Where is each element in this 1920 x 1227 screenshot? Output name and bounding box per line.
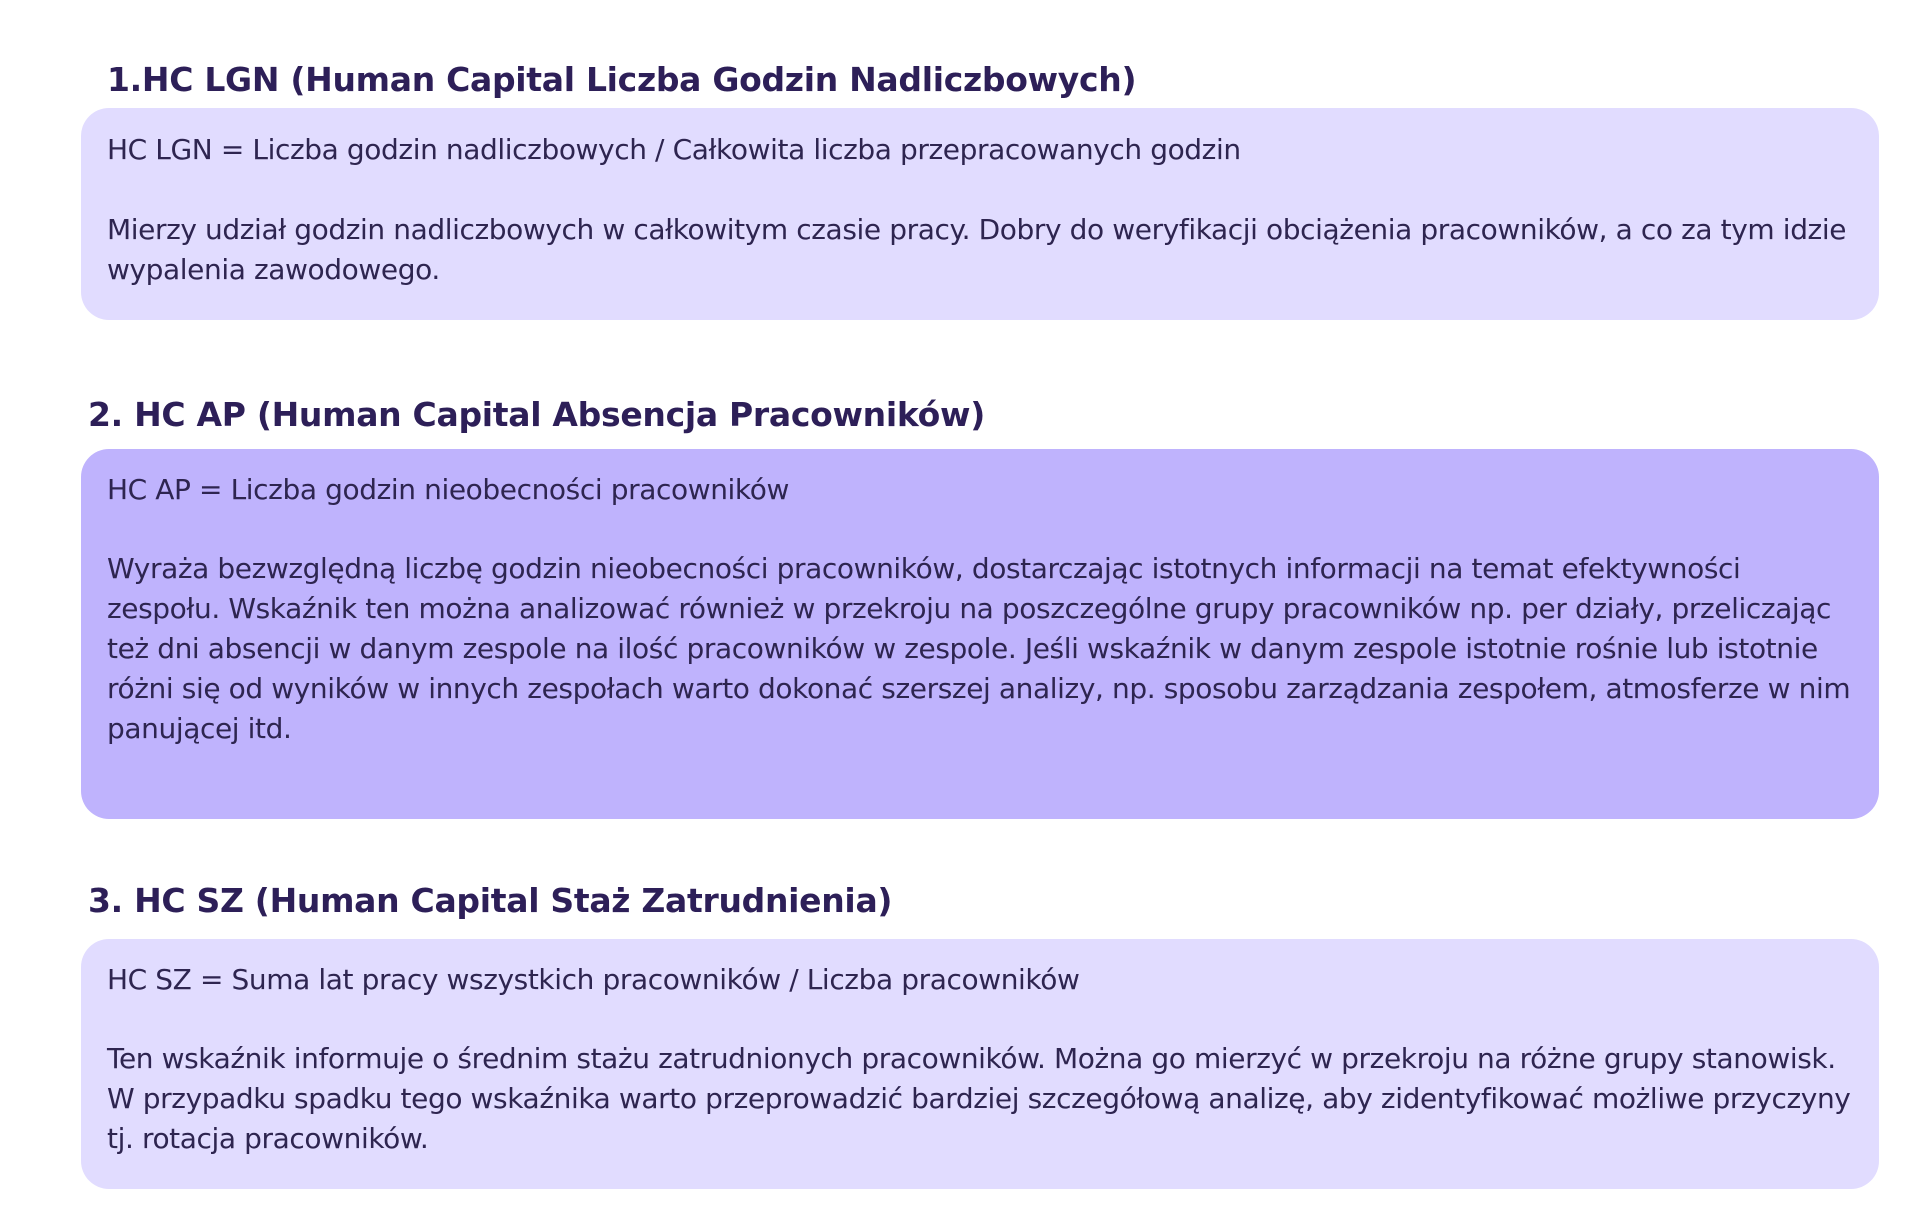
description-hc-ap: Wyraża bezwzględną liczbę godzin nieobecności pracowników, dostarczając istotnych informacji na temat efektywności zespołu. Wskaźnik ten można analizować również w przekroju na poszczególne grupy pracowników np. per działy, przeliczając też dni absencji w danym zespole na ilość pracowników w zespole. Jeśli wskaźnik w danym zespole istotnie rośnie lub istotnie różni się od wyników w innych zespołach warto dokonać szerszej analizy, np. sposobu zarządzania zespołem, atmosferze w nim panującej itd. — [107, 552, 1851, 745]
card-hc-lgn — [81, 108, 1879, 320]
formula-hc-sz: HC SZ = Suma lat pracy wszystkich pracowników / Liczba pracowników — [107, 963, 1080, 996]
formula-hc-lgn: HC LGN = Liczba godzin nadliczbowych / Całkowita liczba przepracowanych godzin — [107, 133, 1241, 166]
description-hc-sz: Ten wskaźnik informuje o średnim stażu zatrudnionych pracowników. Można go mierzyć w przekroju na różne grupy stanowisk. W przypadku spadku tego wskaźnika warto przeprowadzić bardziej szczegółową analizę, aby zidentyfikować możliwe przyczyny tj. rotacja pracowników. — [107, 1042, 1851, 1155]
description-hc-lgn: Mierzy udział godzin nadliczbowych w całkowitym czasie pracy. Dobry do weryfikacji obciążenia pracowników, a co za tym idzie wypalenia zawodowego. — [107, 213, 1847, 286]
formula-hc-ap: HC AP = Liczba godzin nieobecności pracowników — [107, 473, 789, 506]
card-hc-ap — [81, 449, 1879, 819]
section-title-hc-ap: 2. HC AP (Human Capital Absencja Pracowników) — [88, 395, 985, 434]
section-title-hc-sz: 3. HC SZ (Human Capital Staż Zatrudnienia) — [88, 881, 893, 920]
card-hc-sz — [81, 939, 1879, 1189]
section-title-hc-lgn: 1.HC LGN (Human Capital Liczba Godzin Nadliczbowych) — [107, 60, 1137, 99]
